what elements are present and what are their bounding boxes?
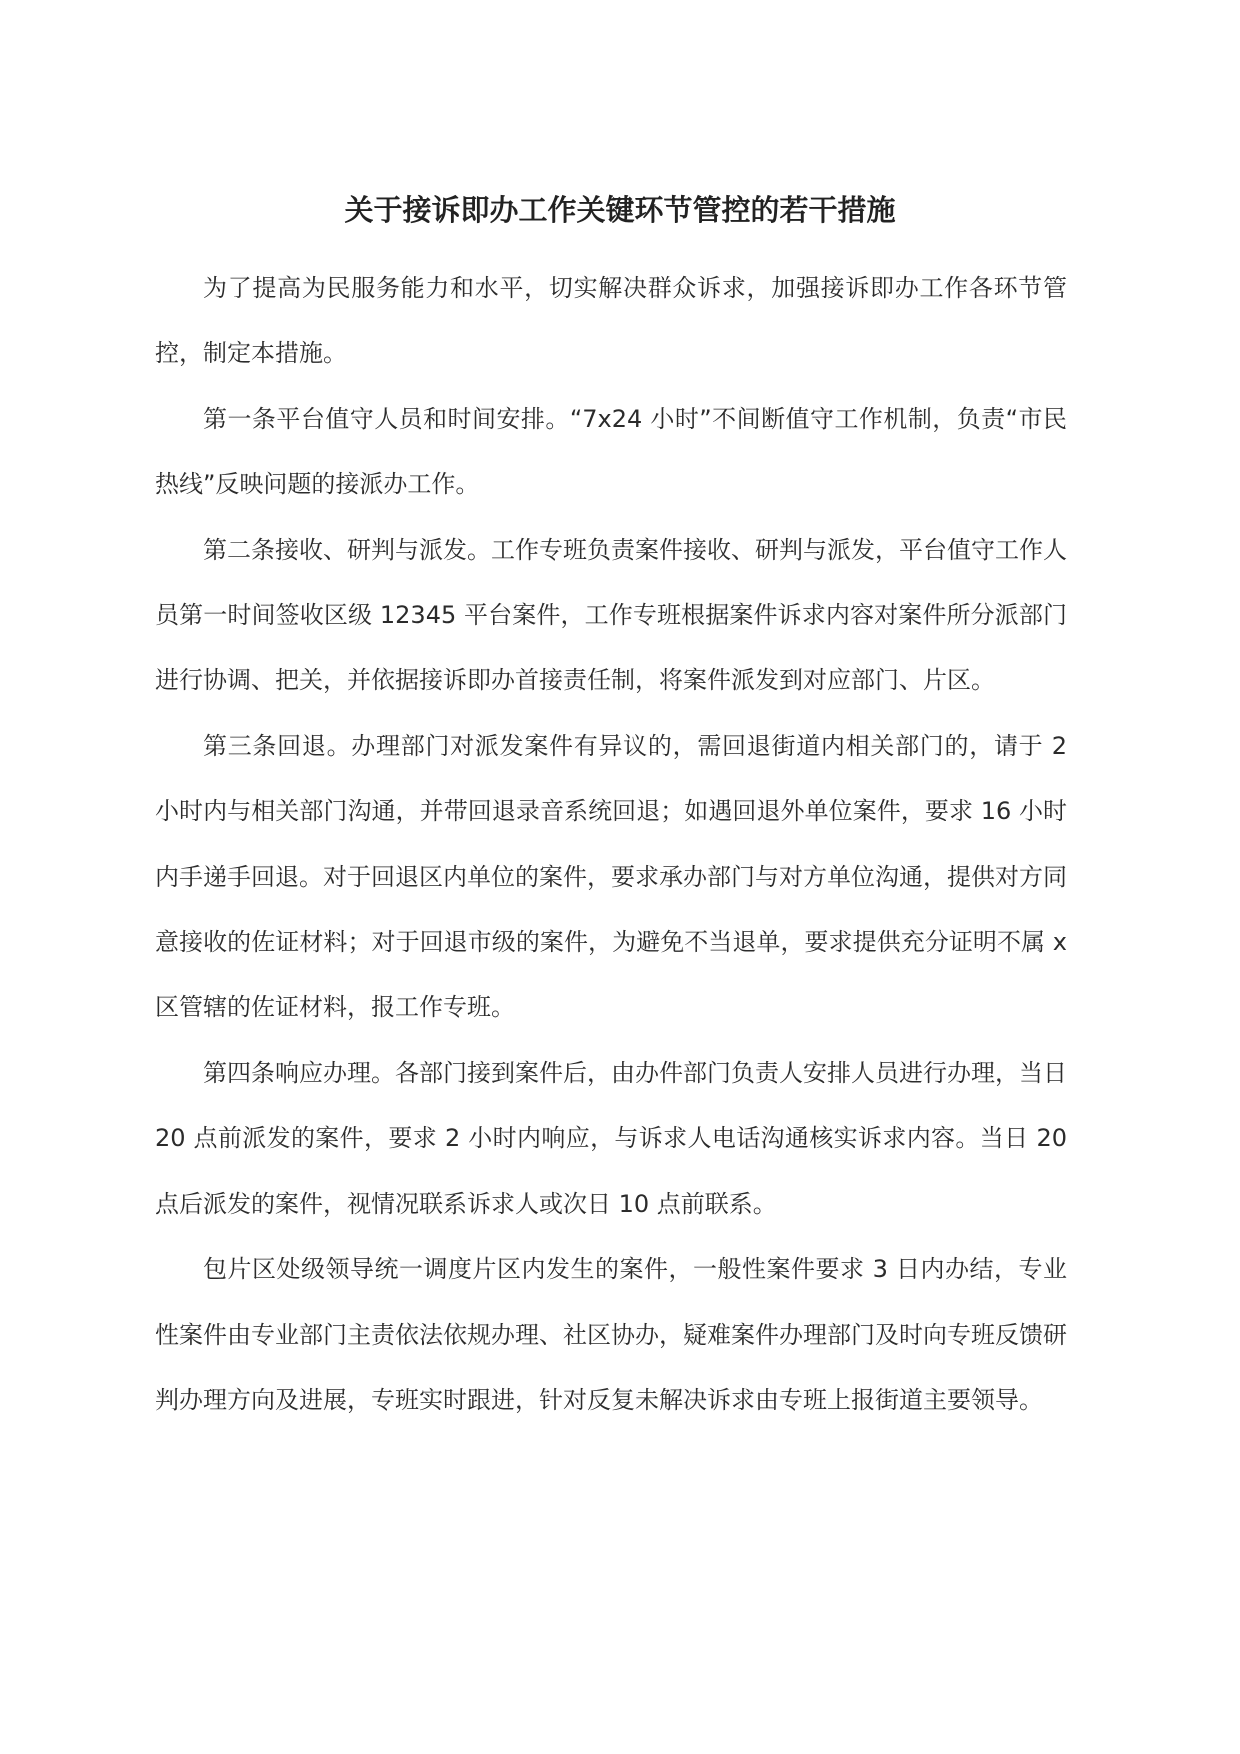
paragraph-article-4: 第四条响应办理。各部门接到案件后，由办件部门负责人安排人员进行办理，当日 20 点前派发的案件，要求 2 小时内响应，与诉求人电话沟通核实诉求内容。当日 20 点后派发的案件，视情况联系诉求人或次日 10 点前联系。 xyxy=(155,1058,1067,1218)
paragraph-article-3: 第三条回退。办理部门对派发案件有异议的，需回退街道内相关部门的，请于 2 小时内与相关部门沟通，并带回退录音系统回退；如遇回退外单位案件，要求 16 小时内手递手回退。对于回退区内单位的案件，要求承办部门与对方单位沟通，提供对方同意接收的佐证材料；对于回退市级的案件，为避免不当退单，要求提供充分证明不属 x 区管辖的佐证材料，报工作专班。 xyxy=(155,731,1067,1022)
document-title: 关于接诉即办工作关键环节管控的若干措施 xyxy=(344,193,896,227)
paragraph-article-1: 第一条平台值守人员和时间安排。“7x24 小时”不间断值守工作机制，负责“市民热线”反映问题的接派办工作。 xyxy=(155,404,1067,499)
paragraph-intro: 为了提高为民服务能力和水平，切实解决群众诉求，加强接诉即办工作各环节管控，制定本措施。 xyxy=(155,274,1067,368)
paragraph-district-leadership: 包片区处级领导统一调度片区内发生的案件，一般性案件要求 3 日内办结，专业性案件由专业部门主责依法依规办理、社区协办，疑难案件办理部门及时向专班反馈研判办理方向及进展，专班实时跟进，针对反复未解决诉求由专班上报街道主要领导。 xyxy=(155,1255,1067,1414)
document-body xyxy=(155,256,1067,1433)
paragraph-article-2: 第二条接收、研判与派发。工作专班负责案件接收、研判与派发，平台值守工作人员第一时间签收区级 12345 平台案件，工作专班根据案件诉求内容对案件所分派部门进行协调、把关，并依据接诉即办首接责任制，将案件派发到对应部门、片区。 xyxy=(155,535,1067,695)
